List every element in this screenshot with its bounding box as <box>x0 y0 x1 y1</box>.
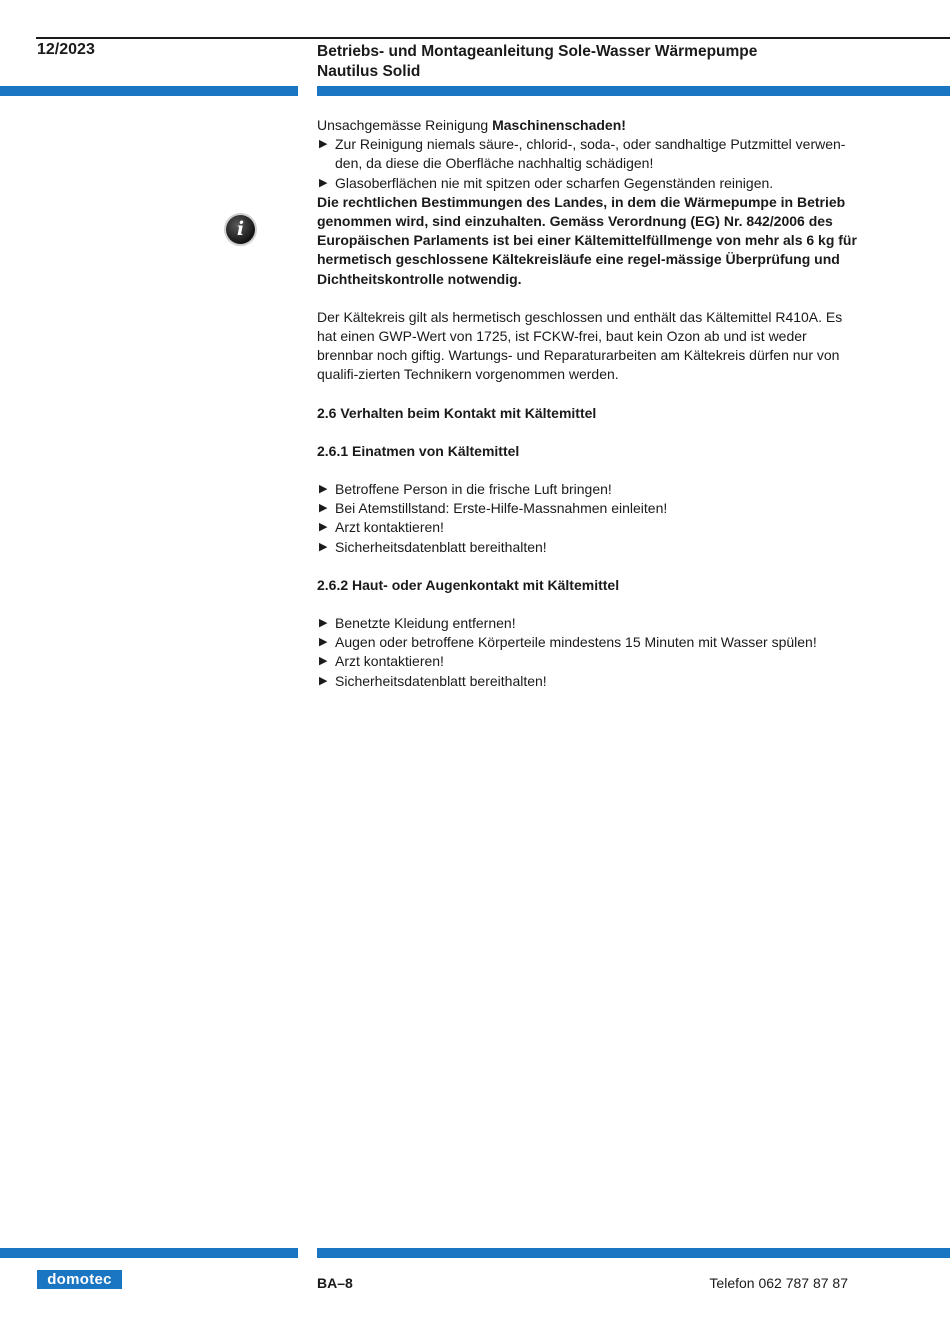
triangle-right-icon: ▶ <box>319 540 328 553</box>
cleaning-intro-text: Unsachgemässe Reinigung <box>317 117 493 133</box>
page-number: BA–8 <box>317 1275 353 1291</box>
section-heading-2-6-1: 2.6.1 Einatmen von Kältemittel <box>317 442 520 459</box>
list-item <box>317 499 862 518</box>
list-item-text: Augen oder betroffene Körperteile mindestens 15 Minuten mit Wasser spülen! <box>335 634 817 651</box>
legal-notice: Die rechtlichen Bestimmungen des Landes, in dem die Wärmepumpe in Betrieb genommen wird, sind einzuhalten. Gemäss Verordnung (EG) Nr. 842/2006 des Europäischen Parlaments ist bei einer Kältemittelfüllmenge von mehr als 6 kg für hermetisch geschlossene Kältekreisläufe eine regel-mässige Überprüfung und Dichtheitskontrolle notwendig. <box>317 193 857 287</box>
list-item-text: Arzt kontaktieren! <box>335 519 444 536</box>
footer-phone: Telefon 062 787 87 87 <box>709 1275 848 1291</box>
cleaning-warning: Maschinenschaden! <box>492 117 626 133</box>
list-item-text: Zur Reinigung niemals säure-, chlorid-, soda-, oder sandhaltige Putzmittel verwen-den, da diese die Oberfläche nachhaltig schädigen! <box>335 136 846 172</box>
list-item <box>317 518 862 537</box>
triangle-right-icon: ▶ <box>319 655 328 668</box>
list-item-text: Arzt kontaktieren! <box>335 653 444 670</box>
list-item <box>317 672 862 691</box>
footer-accent-bar-right <box>317 1248 950 1258</box>
list-item <box>317 174 862 193</box>
section-heading-2-6: 2.6 Verhalten beim Kontakt mit Kältemittel <box>317 404 597 421</box>
header-accent-bar-right <box>317 86 950 96</box>
inhalation-list <box>317 480 862 557</box>
list-item-text: Sicherheitsdatenblatt bereithalten! <box>335 672 547 689</box>
list-item <box>317 538 862 557</box>
triangle-right-icon: ▶ <box>319 483 328 496</box>
triangle-right-icon: ▶ <box>319 521 328 534</box>
list-item <box>317 480 862 499</box>
list-item-text: Betroffene Person in die frische Luft bringen! <box>335 481 612 498</box>
list-item-text: Bei Atemstillstand: Erste-Hilfe-Massnahmen einleiten! <box>335 500 668 517</box>
main-content <box>317 116 862 691</box>
triangle-right-icon: ▶ <box>319 617 328 630</box>
triangle-right-icon: ▶ <box>319 138 328 151</box>
header-accent-bar-left <box>0 86 298 96</box>
header-rule <box>36 37 950 39</box>
list-item <box>317 633 862 652</box>
contact-list <box>317 614 862 691</box>
document-date: 12/2023 <box>37 41 95 58</box>
footer-accent-bar-left <box>0 1248 298 1258</box>
triangle-right-icon: ▶ <box>319 176 328 189</box>
list-item <box>317 135 862 173</box>
document-title-line2: Nautilus Solid <box>317 62 421 80</box>
refrigerant-paragraph: Der Kältekreis gilt als hermetisch geschlossen und enthält das Kältemittel R410A. Es hat einen GWP-Wert von 1725, ist FCKW-frei, baut kein Ozon ab und ist weder brennbar noch giftig. Wartungs- und Reparaturarbeiten am Kältekreis dürfen nur von qualifi-zierten Technikern vorgenommen werden. <box>317 308 843 383</box>
cleaning-list <box>317 135 862 193</box>
section-heading-2-6-2: 2.6.2 Haut- oder Augenkontakt mit Kältemittel <box>317 576 620 593</box>
info-icon-glyph: i <box>236 218 245 240</box>
triangle-right-icon: ▶ <box>319 502 328 515</box>
list-item-text: Sicherheitsdatenblatt bereithalten! <box>335 538 547 555</box>
document-title-line1: Betriebs- und Montageanleitung Sole-Wasser Wärmepumpe <box>317 43 758 60</box>
domotec-logo: domotec <box>37 1270 122 1289</box>
triangle-right-icon: ▶ <box>319 674 328 687</box>
triangle-right-icon: ▶ <box>319 636 328 649</box>
info-icon <box>226 215 255 244</box>
list-item-text: Benetzte Kleidung entfernen! <box>335 615 516 632</box>
list-item <box>317 614 862 633</box>
cleaning-intro <box>317 116 862 135</box>
document-title <box>317 42 757 81</box>
list-item <box>317 652 862 671</box>
list-item-text: Glasoberflächen nie mit spitzen oder scharfen Gegenständen reinigen. <box>335 174 774 191</box>
